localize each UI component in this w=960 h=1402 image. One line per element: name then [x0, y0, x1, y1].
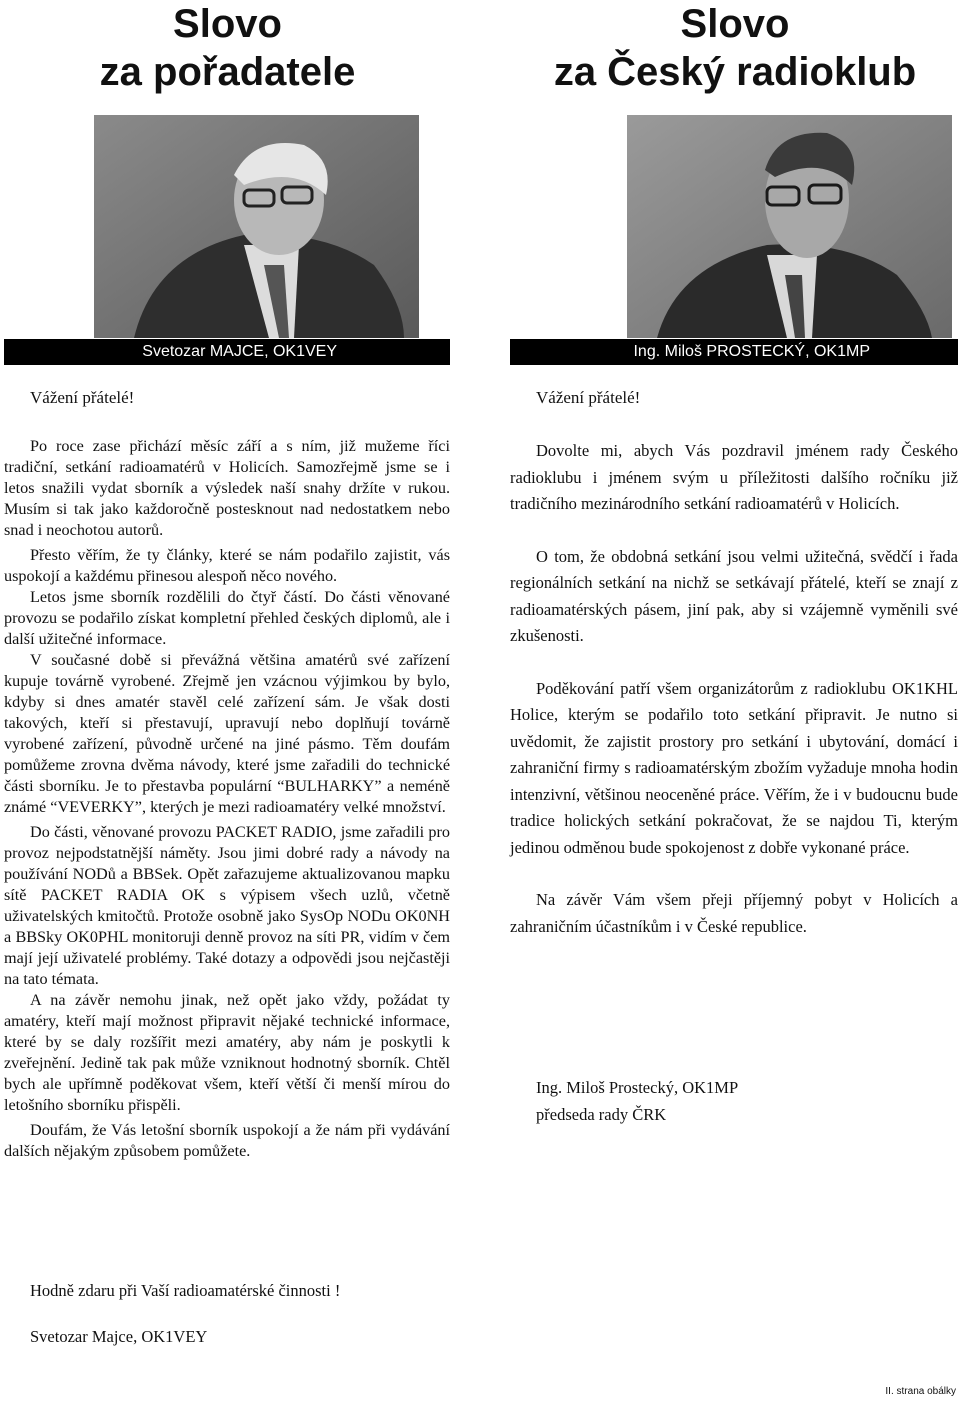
right-signature-role: předseda rady ČRK: [536, 1105, 667, 1124]
left-greeting: Vážení přátelé!: [30, 388, 135, 407]
left-title: [0, 0, 455, 96]
left-closing: Hodně zdaru při Vaší radioamatérské činnosti !: [30, 1281, 341, 1300]
right-body-text: [510, 438, 958, 966]
right-paragraph-3: Poděkování patří všem organizátorům z radioklubu OK1KHL Holice, kterým se podařilo toto setkání připravit. Je nutno si uvědomit, že zajistit prostory pro setkání i ubytování, domácí i zahraniční firmy s radioamatérským zbožím vyžaduje mnoha hodin intenzivní, většinou neoceněné práce. Věřím, že i v budoucnu bude tradice holických setkání pokračovat, že se najdou Ti, kterým jedinou odměnou bude spokojenost z dobře vykonané práce.: [510, 678, 958, 857]
name-bar-majce-text: Svetozar MAJCE, OK1VEY: [142, 343, 337, 360]
left-paragraph-3: Letos jsme sborník rozdělili do čtyř částí. Do části věnované provozu se podařilo získat kompletní přehled českých diplomů, ale i další užitečné informace.: [4, 588, 450, 648]
right-paragraph-2: O tom, že obdobná setkání jsou velmi užitečná, svědčí i řada regionálních setkání na nichž se setkávají přátelé, kteří se znají z radioamatérských pásem, jiní pak, aby si vzájemně vyměnili své zkušenosti.: [510, 546, 958, 645]
left-signature: Svetozar Majce, OK1VEY: [30, 1327, 208, 1346]
right-title-line1: Slovo: [680, 2, 790, 46]
left-paragraph-4: V současné době si převážná většina amatérů své zařízení kupuje továrně vyrobené. Zřejmě jen vzácnou výjimkou by bylo, kdyby si dnes amatér stavěl celé zařízení sám. Je však dosti takových, kteří si přestavují, upravují nebo doplňují továrně vyrobené zařízení, původně určené na jiné pásmo. Těm doufám pomůžeme zrovna dvěma návody, které jsme zařadili do technické části sborníku. Je to přestavba populární “BULHARKY” a neméně známé “VEVERKY”, kterých je mezi radioamatéry velké množství.: [4, 651, 450, 816]
page-label: II. strana obálky: [885, 1386, 956, 1397]
right-signature-name: Ing. Miloš Prostecký, OK1MP: [536, 1078, 739, 1097]
left-title-line1: Slovo: [173, 2, 282, 46]
right-title-line2: za Český radioklub: [553, 50, 917, 94]
left-paragraph-1: Po roce zase přichází měsíc září a s ním, již mužeme říci tradiční, setkání radioamatérů v Holicích. Samozřejmě jsme se i letos snažili vydat sborník a výsledek naší snahy držíte v rukou. Musím si tak jako každoročně postesknout nad nedostatkem nebo snad i neochotou autorů.: [4, 437, 450, 539]
right-paragraph-4: Na závěr Vám všem přeji příjemný pobyt v Holicích a zahraničním účastníkům i v České republice.: [510, 890, 958, 936]
left-paragraph-7: Doufám, že Vás letošní sborník uspokojí a že nám při vydávání dalších nějakým způsobem pomůžete.: [4, 1121, 450, 1160]
portrait-photo-majce: [94, 115, 419, 338]
right-title: [510, 0, 960, 96]
right-greeting: Vážení přátelé!: [536, 388, 641, 407]
name-bar-majce: [4, 339, 450, 365]
right-signature: [536, 1074, 738, 1128]
left-paragraph-5: Do části, věnované provozu PACKET RADIO, jsme zařadili pro provoz nejpodstatnější náměty. Jsou jimi dobré rady a návody na používání NODů a BBSek. Opět zařazujeme aktualizovanou mapku sítě PACKET RADIA OK s výpisem všech uzlů, včetně uživatelských kmitočtů. Protože osobně jako SysOp NODu OK0NH a BBSky OK0PHL monitoruji denně provoz na síti PR, vidím v čem mají její uživatelé problémy. Také dotazy a odpovědi jsou nejčastěji na tato témata.: [4, 823, 450, 988]
left-paragraph-2: Přesto věřím, že ty články, které se nám podařilo zajistit, vás uspokojí a každému přinesou alespoň něco nového.: [4, 546, 450, 585]
right-paragraph-1: Dovolte mi, abych Vás pozdravil jménem rady Českého radioklubu i jménem svým u příležitosti dalšího ročníku již tradičního mezinárodního setkání radioamatérů v Holicích.: [510, 441, 958, 513]
name-bar-prostecky-text: Ing. Miloš PROSTECKÝ, OK1MP: [633, 343, 870, 360]
left-title-line2: za pořadatele: [99, 50, 356, 94]
portrait-photo-prostecky: [627, 115, 952, 338]
left-paragraph-6: A na závěr nemohu jinak, než opět jako vždy, požádat ty amatéry, kteří mají možnost připravit nějaké technické informace, které by se daly rozšířit mezi amatéry, aby nám je poskytli k zveřejnění. Jedině tak pak může vzniknout hodnotný sborník. Chtěl bych ale upřímně poděkovat všem, kteří větší či menší mírou do letošního sborníku přispěli.: [4, 991, 450, 1114]
right-column: [510, 0, 960, 1124]
name-bar-prostecky: [510, 339, 958, 365]
left-column: [0, 0, 455, 1160]
left-body-text: [4, 436, 450, 1162]
